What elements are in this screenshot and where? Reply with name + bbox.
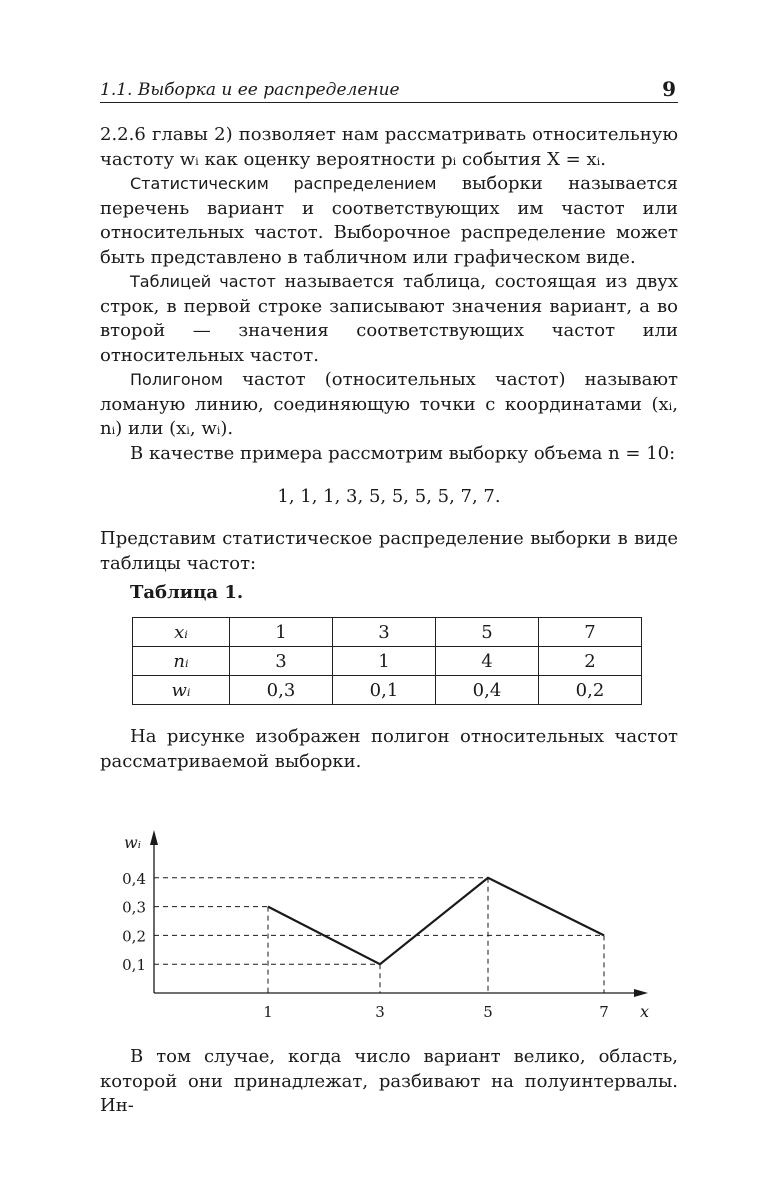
paragraph-4-text: частот (относительных частот) называют ломаную линию, соединяющую точки с координатами (xᵢ, nᵢ) или (xᵢ, wᵢ). [100,369,678,439]
table-cell: 0,2 [539,676,642,705]
table-cell: 1 [333,647,436,676]
sample-formula: 1, 1, 1, 3, 5, 5, 5, 5, 7, 7. [277,486,501,507]
table-cell: 2 [539,647,642,676]
x-tick-label: 7 [599,1003,609,1021]
table-cell: 3 [230,647,333,676]
y-axis-arrow [150,830,158,845]
series-line [268,878,604,964]
table-cell: 0,3 [230,676,333,705]
x-tick-label: 3 [375,1003,385,1021]
frequency-table [132,617,642,705]
table-cell: 3 [333,618,436,647]
table-cell: 5 [436,618,539,647]
paragraph-6: Представим статистическое распределение выборки в виде таблицы частот: [100,528,678,574]
x-tick-label: 1 [263,1003,273,1021]
x-axis-label: x [640,1002,650,1021]
paragraph-4 [100,368,678,442]
table-cell: 7 [539,618,642,647]
y-tick-label: 0,3 [122,898,146,917]
y-axis-label: wᵢ [124,833,141,852]
running-title: 1.1. Выборка и ее распределение [100,80,400,100]
table-cell: 4 [436,647,539,676]
paragraph-1: 2.2.6 главы 2) позволяет нам рассматривать относительную частоту wᵢ как оценку вероятности pᵢ события X = xᵢ. [100,124,678,170]
table-cell: 0,1 [333,676,436,705]
term-polygon: Полигоном [130,370,223,389]
x-tick-label: 5 [483,1003,493,1021]
running-header [100,72,678,103]
table-row [133,618,642,647]
row-header: nᵢ [133,647,230,676]
paragraph-3 [100,270,678,368]
table-caption: Таблица 1. [130,582,244,603]
table-row [133,676,642,705]
table-row [133,647,642,676]
frequency-polygon-chart [100,820,680,1035]
paragraph-2-text: выборки называется перечень вариант и соответствующих им частот или относительных частот. Выборочное распределение может быть представлено в табличном или графическом виде. [100,173,678,268]
term-statistical-distribution: Статистическим распределением [130,174,437,193]
paragraph-2 [100,172,678,270]
row-header: xᵢ [133,618,230,647]
paragraph-3-text: называется таблица, состоящая из двух строк, в первой строке записывают значения вариант, а во второй — значения соответствующих частот или относительных частот. [100,271,678,366]
term-frequency-table: Таблицей частот [130,272,276,291]
y-tick-label: 0,1 [122,956,146,975]
paragraph-7: На рисунке изображен полигон относительных частот рассматриваемой выборки. [100,726,678,772]
row-header: wᵢ [133,676,230,705]
page-number: 9 [662,77,676,101]
paragraph-8: В том случае, когда число вариант велико, область, которой они принадлежат, разбивают на полуинтервалы. Ин- [100,1046,678,1116]
y-tick-label: 0,2 [122,927,146,946]
table-cell: 1 [230,618,333,647]
paragraph-5: В качестве примера рассмотрим выборку объема n = 10: [130,442,676,464]
x-axis-arrow [634,989,648,997]
y-tick-label: 0,4 [122,869,146,888]
table-cell: 0,4 [436,676,539,705]
